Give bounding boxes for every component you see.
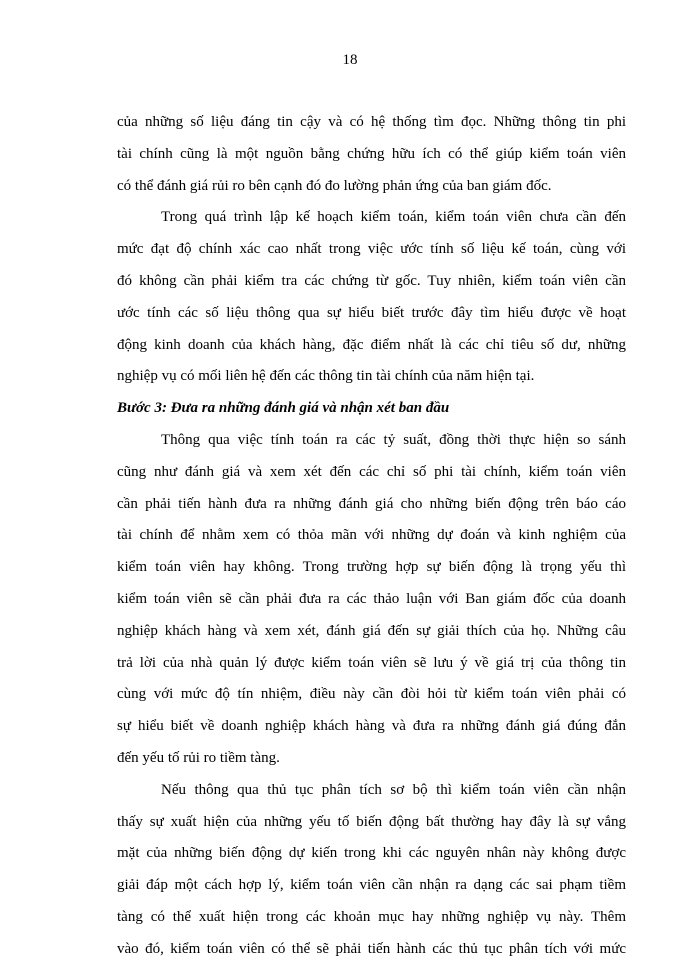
text-line: ước tính các số liệu thông qua sự hiểu biết trước đây tìm hiểu được về hoạt: [117, 304, 626, 321]
document-body: [117, 107, 626, 966]
text-line: Thông qua việc tính toán ra các tỷ suất, đồng thời thực hiện so sánh: [161, 431, 626, 448]
section-heading: Bước 3: Đưa ra những đánh giá và nhận xét ban đầu: [117, 400, 450, 417]
text-line: kiểm toán viên hay không. Trong trường hợp sự biến động là trọng yếu thì: [117, 559, 626, 576]
text-line: tàng có thể xuất hiện trong các khoản mục hay những nghiệp vụ này. Thêm: [117, 908, 626, 925]
paragraph: [117, 202, 626, 393]
text-line: nghiệp khách hàng và xem xét, đánh giá đến sự giải thích của họ. Những câu: [117, 622, 626, 639]
text-line: kiểm toán viên sẽ cần phải đưa ra các thảo luận với Ban giám đốc của doanh: [117, 590, 626, 607]
text-line: nghiệp vụ có mối liên hệ đến các thông tin tài chính của năm hiện tại.: [117, 368, 535, 385]
text-line: vào đó, kiểm toán viên có thể sẽ phải tiến hành các thủ tục phân tích với mức: [117, 940, 626, 957]
paragraph: [117, 425, 626, 775]
paragraph: [117, 775, 626, 966]
text-line: động kinh doanh của khách hàng, đặc điểm nhất là các chỉ tiêu số dư, những: [117, 336, 626, 353]
text-line: trả lời của nhà quản lý được kiểm toán viên sẽ lưu ý về giá trị của thông tin: [117, 654, 626, 671]
text-line: tài chính cũng là một nguồn bằng chứng hữu ích có thể giúp kiểm toán viên: [117, 145, 626, 162]
text-line: cũng như đánh giá và xem xét đến các chỉ số phi tài chính, kiểm toán viên: [117, 463, 626, 480]
section-heading-block: [117, 393, 626, 425]
text-line: có thể đánh giá rủi ro bên cạnh đó đo lường phản ứng của ban giám đốc.: [117, 177, 552, 194]
text-line: của những số liệu đáng tin cậy và có hệ thống tìm đọc. Những thông tin phi: [117, 114, 626, 130]
text-line: mặt của những biến động dự kiến trong khi các nguyên nhân này không được: [117, 845, 626, 862]
text-line: Trong quá trình lập kế hoạch kiểm toán, kiểm toán viên chưa cần đến: [161, 209, 626, 226]
paragraph: [117, 107, 626, 202]
text-line: giải đáp một cách hợp lý, kiểm toán viên cần nhận ra dạng các sai phạm tiềm: [117, 877, 626, 894]
text-line: sự hiểu biết về doanh nghiệp khách hàng và đưa ra những đánh giá đúng đắn: [117, 718, 626, 735]
text-line: đó không cần phải kiểm tra các chứng từ gốc. Tuy nhiên, kiểm toán viên cần: [117, 272, 626, 289]
text-line: tài chính để nhằm xem có thỏa mãn với những dự đoán và kinh nghiệm của: [117, 527, 626, 544]
page-number: 18: [342, 52, 358, 68]
text-line: Nếu thông qua thủ tục phân tích sơ bộ thì kiểm toán viên cần nhận: [161, 781, 626, 798]
text-line: cùng với mức độ tín nhiệm, điều này cần đòi hỏi từ kiểm toán viên phải có: [117, 686, 626, 703]
text-line: đến yếu tố rủi ro tiềm tàng.: [117, 749, 280, 766]
text-line: thấy sự xuất hiện của những yếu tố biến động bất thường hay đây là sự vắng: [117, 813, 626, 830]
text-line: cần phải tiến hành đưa ra những đánh giá cho những biến động trên báo cáo: [117, 495, 626, 512]
text-line: mức đạt độ chính xác cao nhất trong việc ước tính số liệu kế toán, cùng với: [117, 241, 626, 258]
